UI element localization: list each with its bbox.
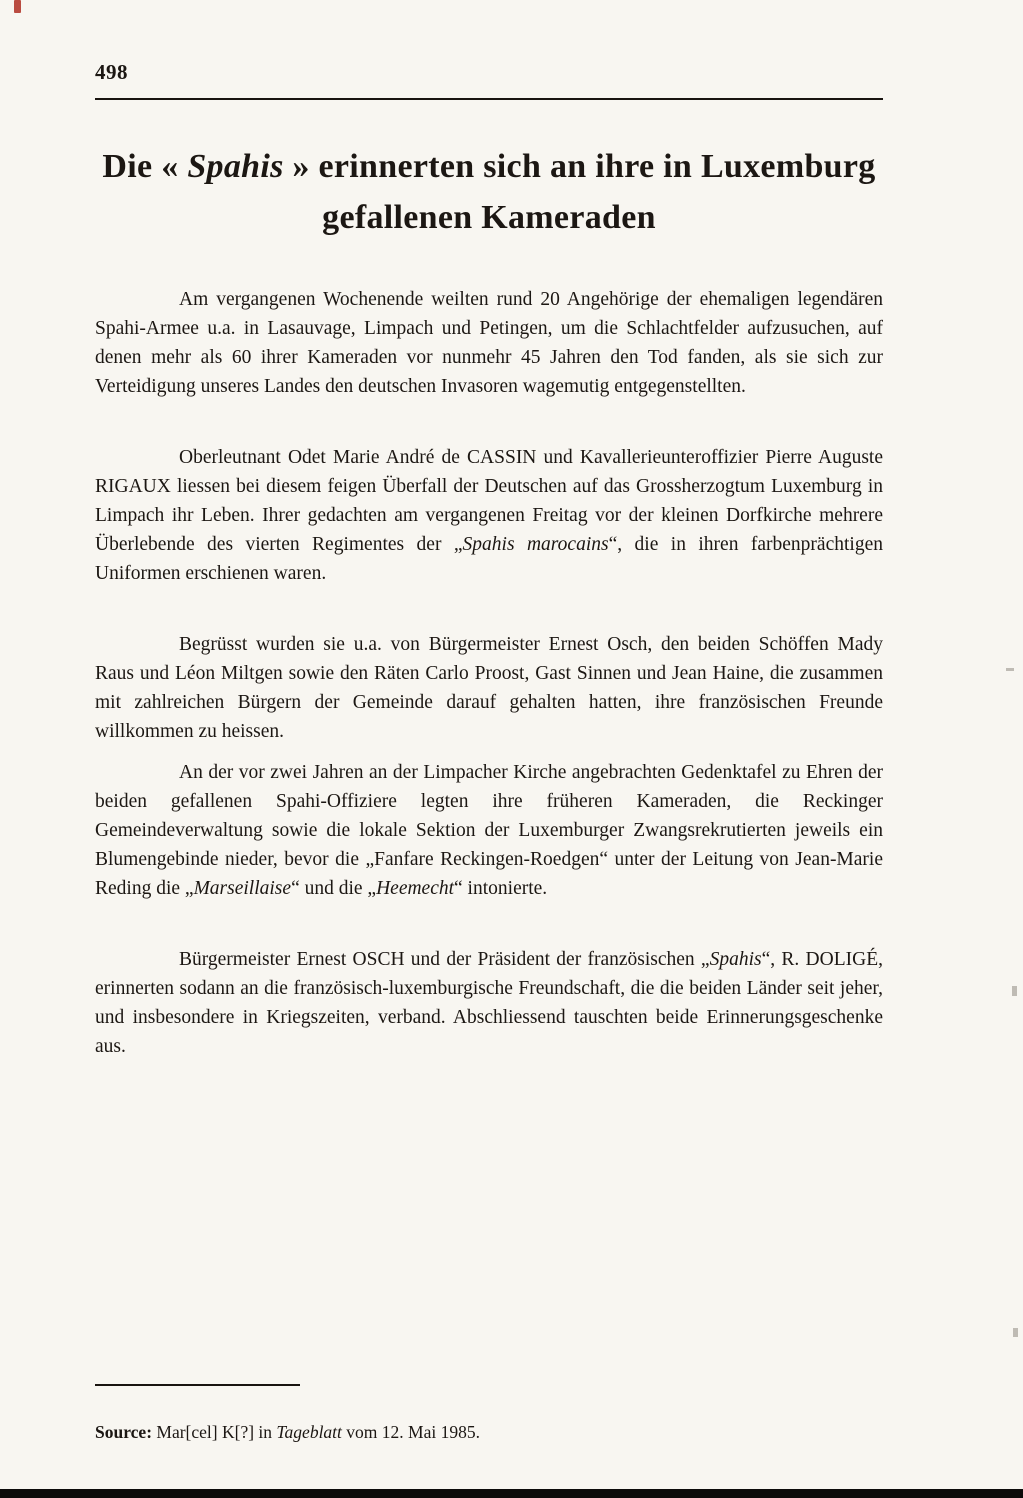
text-run: An der vor zwei Jahren an der Limpacher Kirche angebrachten Gedenktafel zu Ehren der beiden gefallenen Spahi-Offiziere legten ihre früheren Kameraden, die Reckinger Gemeindeverwaltung sowie die lokale Sektion der Luxemburger Zwangsrekrutierten jeweils ein Blumengebinde nieder, bevor die „Fanfare Reckingen-Roedgen“ unter der Leitung von Jean-Marie Reding die „ (95, 762, 883, 899)
page-title (95, 141, 883, 243)
text-run: Mar[cel] K[?] in (152, 1421, 277, 1442)
paragraph (95, 758, 883, 903)
scan-artifact (1006, 668, 1014, 671)
text-run: Am vergangenen Wochenende weilten rund 20 Angehörige der ehemaligen legendären Spahi-Armee u.a. in Lasauvage, Limpach und Petingen, um die Schlachtfelder aufzusuchen, auf denen mehr als 60 ihrer Kameraden vor nunmehr 45 Jahren den Tod fanden, als sie sich zur Verteidigung unseres Landes den deutschen Invasoren wagemutig entgegenstellten. (95, 289, 883, 397)
italic-text: Spahis (709, 949, 762, 970)
header-divider (95, 98, 883, 100)
source-text (152, 1422, 480, 1442)
source-line (95, 1420, 480, 1445)
text-run: “, die in ihren farbenprächtigen Uniformen erschienen waren. (95, 534, 883, 584)
article-body (95, 285, 883, 1061)
text-run: vom 12. Mai 1985. (341, 1421, 480, 1442)
text-run: “, R. DOLIGÉ, erinnerten sodann an die französisch-luxemburgische Freundschaft, die die beiden Länder seit jeher, und insbesondere in Kriegszeiten, verband. Abschliessend tauschten beide Erinnerungsgeschenke aus. (95, 949, 883, 1057)
text-run: Begrüsst wurden sie u.a. von Bürgermeister Ernest Osch, den beiden Schöffen Mady Raus und Léon Miltgen sowie den Räten Carlo Proost, Gast Sinnen und Jean Haine, die zusammen mit zahlreichen Bürgern der Gemeinde darauf gehalten hatten, ihre französischen Freunde willkommen zu heissen. (95, 634, 883, 742)
italic-text: Spahis marocains (462, 534, 609, 555)
scan-artifact (1013, 1328, 1018, 1337)
page-number: 498 (95, 60, 128, 84)
paragraph (95, 285, 883, 401)
paragraph (95, 945, 883, 1061)
source-divider (95, 1384, 300, 1386)
source-label: Source: (95, 1421, 153, 1442)
scan-artifact (14, 0, 21, 13)
text-run: » erinnerten sich an ihre in Luxemburg gefallenen Kameraden (283, 147, 876, 236)
text-run: “ intonierte. (454, 878, 548, 899)
italic-text: Heemecht (376, 878, 455, 899)
text-run: “ und die „ (291, 878, 377, 899)
text-run: Die « (102, 147, 188, 185)
paragraph (95, 630, 883, 746)
italic-text: Tageblatt (276, 1421, 342, 1442)
italic-text: Spahis (187, 147, 284, 185)
scan-artifact (1012, 986, 1017, 996)
paragraph (95, 443, 883, 588)
text-run: Oberleutnant Odet Marie André de CASSIN und Kavallerieunteroffizier Pierre Auguste RIGAUX liessen bei diesem feigen Überfall der Deutschen auf das Grossherzogtum Luxemburg in Limpach ihr Leben. Ihrer gedachten am vergangenen Freitag vor der kleinen Dorfkirche mehrere Überlebende des vierten Regimentes der „ (95, 447, 883, 555)
italic-text: Marseillaise (193, 878, 292, 899)
scan-edge (0, 1489, 1023, 1498)
text-run: Bürgermeister Ernest OSCH und der Präsident der französischen „ (179, 949, 710, 970)
